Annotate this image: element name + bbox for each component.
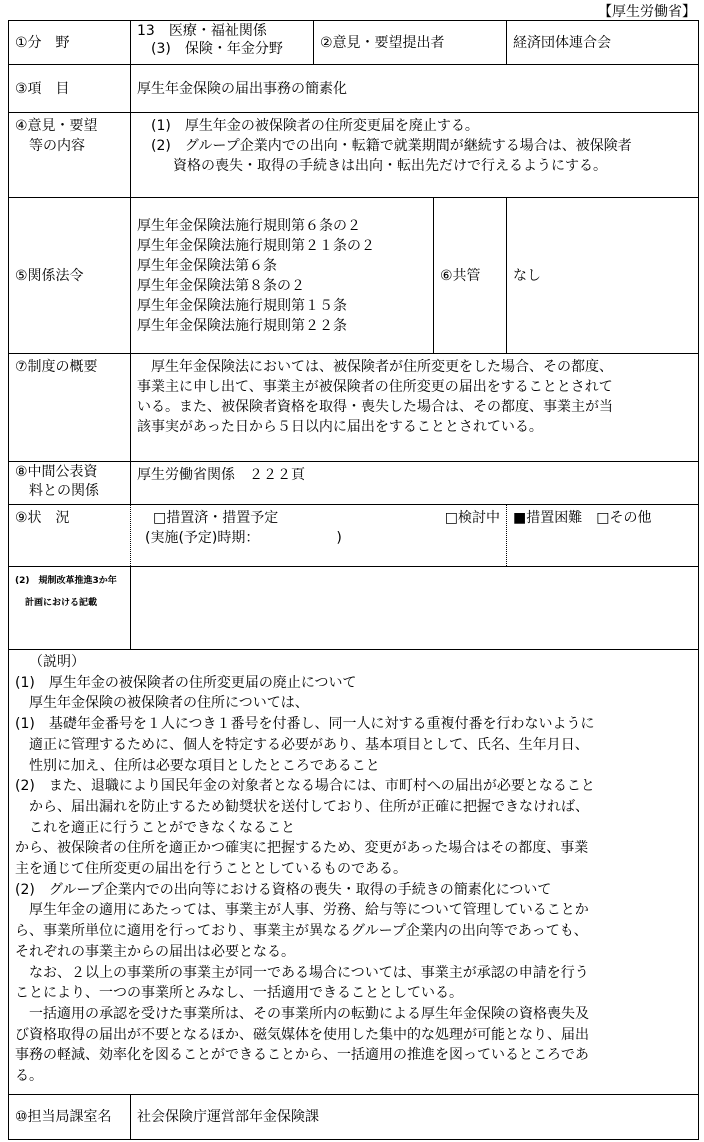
field-value — [131, 21, 314, 65]
label-line: 等の内容 — [29, 138, 85, 154]
overview-line: 厚生年金保険法においては、被保険者が住所変更をした場合、その都度、 — [137, 359, 613, 375]
explanation-line: なお、２以上の事業所の事業主が同一である場合については、事業主が承認の申請を行う — [15, 964, 589, 981]
laws-label: ⑤関係法令 — [9, 198, 131, 354]
row-field — [9, 21, 699, 65]
law-item: 厚生年金保険法施行規則第２２条 — [137, 317, 347, 334]
explanation-line: から、被保険者の住所を適正かつ確実に把握するため、変更があった場合はその都度、事業 — [15, 840, 589, 857]
explanation-line: から、届出漏れを防止するため勧奨状を送付しており、住所が正確に把握できなければ、 — [15, 798, 589, 815]
status-options-right — [507, 505, 699, 567]
row-plan — [9, 567, 699, 650]
row-status — [9, 505, 699, 567]
row-explanation — [9, 650, 699, 1095]
law-item: 厚生年金保険法第８条の２ — [137, 277, 305, 294]
overview-line: 事業主に申し出て、事業主が被保険者の住所変更の届出をすることとされて — [137, 379, 613, 395]
label-line: 料との関係 — [29, 483, 99, 499]
ministry-label: 【厚生労働省】 — [598, 4, 696, 20]
field-value-line: 13 医療・福祉関係 — [137, 23, 267, 39]
row-overview — [9, 354, 699, 462]
law-item: 厚生年金保険法第６条 — [137, 257, 277, 274]
explanation-line: 適正に管理するために、個人を特定する必要があり、基本項目として、氏名、生年月日、 — [15, 736, 589, 753]
explanation — [9, 650, 699, 1095]
explanation-line: 一括適用の承認を受けた事業所は、その事業所内の転勤による厚生年金保険の資格喪失及 — [15, 1005, 589, 1022]
request-label — [9, 113, 131, 198]
status-option-review[interactable]: □検討中 — [444, 510, 500, 526]
row-request — [9, 113, 699, 198]
status-options — [131, 505, 507, 567]
request-line: 資格の喪失・取得の手続きは出向・転出先だけで行えるようにする。 — [173, 158, 607, 174]
office-value: 社会保険庁運営部年金保険課 — [131, 1095, 699, 1140]
explanation-line: (1) 基礎年金番号を１人につき１番号を付番し、同一人に対する重複付番を行わないように — [15, 716, 595, 733]
submitter-value: 経済団体連合会 — [507, 21, 699, 65]
plan-label — [9, 567, 131, 650]
submitter-label: ②意見・要望提出者 — [314, 21, 507, 65]
law-item: 厚生年金保険法施行規則第２１条の２ — [137, 237, 375, 254]
overview-label: ⑦制度の概要 — [9, 354, 131, 462]
status-label: ⑨状 況 — [9, 505, 131, 567]
field-value-line: (3) 保険・年金分野 — [151, 41, 283, 57]
explanation-line: 主を通じて住所変更の届出を行うこととしているものである。 — [15, 861, 407, 878]
explanation-line: (1) 厚生年金の被保険者の住所変更届の廃止について — [15, 674, 357, 691]
overview-line: いる。また、被保険者資格を取得・喪失した場合は、その都度、事業主が当 — [137, 399, 613, 415]
row-laws — [9, 198, 699, 354]
explanation-line: それぞれの事業主からの届出は必要となる。 — [15, 943, 295, 960]
status-option-done[interactable]: □措置済・措置予定 — [153, 510, 279, 526]
item-label: ③項 目 — [9, 65, 131, 113]
laws-list — [131, 198, 434, 354]
row-office — [9, 1095, 699, 1140]
law-item: 厚生年金保険法施行規則第６条の２ — [137, 217, 361, 234]
status-option-other[interactable]: □その他 — [596, 510, 652, 526]
label-line: ⑧中間公表資 — [15, 464, 98, 480]
explanation-line: 厚生年金の適用にあたっては、事業主が人事、労務、給与等について管理していることか — [15, 902, 589, 919]
explanation-line: ことにより、一つの事業所とみなし、一括適用できることとしている。 — [15, 985, 463, 1002]
label-line: (2) 規制改革推進3か年 — [15, 576, 117, 586]
request-content — [131, 113, 699, 198]
status-option-difficult[interactable]: ■措置困難 — [513, 510, 583, 526]
request-line: (1) 厚生年金の被保険者の住所変更届を廃止する。 — [151, 118, 479, 134]
law-item: 厚生年金保険法施行規則第１５条 — [137, 297, 347, 314]
interim-value: 厚生労働省関係 ２２２頁 — [131, 462, 699, 505]
explanation-line: 事務の軽減、効率化を図ることができることから、一括適用の推進を図っているところであ — [15, 1047, 589, 1064]
explanation-line: (2) グループ企業内での出向等における資格の喪失・取得の手続きの簡素化について — [15, 881, 552, 898]
interim-label — [9, 462, 131, 505]
overview-content — [131, 354, 699, 462]
office-label: ⑩担当局課室名 — [9, 1095, 131, 1140]
row-item — [9, 65, 699, 113]
request-line: (2) グループ企業内での出向・転籍で就業期間が継続する場合は、被保険者 — [151, 138, 632, 154]
explanation-line: 厚生年金保険の被保険者の住所については、 — [15, 695, 309, 712]
explanation-line: る。 — [15, 1068, 43, 1085]
explanation-line: これを適正に行うことができなくなること — [15, 819, 295, 836]
request-sheet-table — [8, 20, 699, 1140]
label-line: 計画における記載 — [25, 598, 98, 608]
explanation-line: (2) また、退職により国民年金の対象者となる場合には、市町村への届出が必要となること — [15, 778, 595, 795]
jurisdiction-value: なし — [507, 198, 699, 354]
explanation-line: ら、事業所単位に適用を行っており、事業主が異なるグループ企業内の出向等であっても、 — [15, 923, 588, 940]
explanation-line: 性別に加え、住所は必要な項目としたところであること — [15, 757, 380, 774]
overview-line: 該事実があった日から５日以内に届出をすることとされている。 — [137, 419, 543, 435]
label-line: ④意見・要望 — [15, 118, 98, 134]
status-period: (実施(予定)時期： ) — [145, 530, 342, 546]
row-interim — [9, 462, 699, 505]
explanation-line: び資格取得の届出が不要となるほか、磁気媒体を使用した集中的な処理が可能となり、届出 — [15, 1026, 589, 1043]
field-label: ①分 野 — [9, 21, 131, 65]
item-value: 厚生年金保険の届出事務の簡素化 — [131, 65, 699, 113]
jurisdiction-label: ⑥共管 — [434, 198, 507, 354]
explanation-line: （説明） — [29, 654, 85, 670]
plan-value — [131, 567, 699, 650]
